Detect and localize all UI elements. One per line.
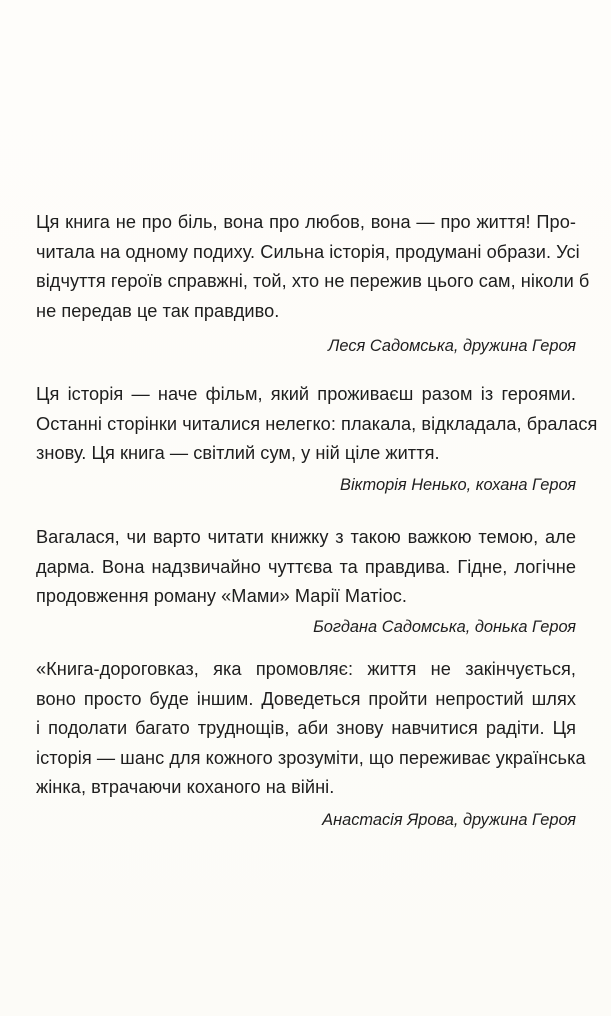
testimonial-line: не передав це так правдиво. bbox=[36, 300, 280, 321]
testimonial-2-text bbox=[36, 380, 598, 469]
testimonial-4 bbox=[36, 655, 586, 831]
testimonial-line: Ця історія — наче фільм, який проживаєш разом із героями. bbox=[36, 384, 576, 404]
testimonial-line: Останні сторінки читалися нелегко: плакала, відкладала, бралася bbox=[36, 413, 598, 434]
testimonial-line: і подолати багато труднощів, аби знову навчитися радіти. Ця bbox=[36, 718, 576, 738]
testimonial-line: відчуття героїв справжні, той, хто не пережив цього сам, ніколи б bbox=[36, 271, 590, 291]
testimonial-4-text bbox=[36, 655, 586, 803]
testimonial-line: Вагалася, чи варто читати книжку з такою важкою темою, але bbox=[36, 527, 576, 547]
testimonial-line: воно просто буде іншим. Доведеться пройти непростий шлях bbox=[36, 688, 576, 709]
testimonial-3-text bbox=[36, 523, 576, 612]
testimonial-1 bbox=[36, 208, 590, 357]
testimonial-line: жінка, втрачаючи коханого на війні. bbox=[36, 777, 335, 797]
testimonial-line: історія — шанс для кожного зрозуміти, що переживає українська bbox=[36, 747, 586, 768]
testimonial-3-attribution: Богдана Садомська, донька Героя bbox=[313, 617, 576, 636]
testimonial-line: «Книга-дороговказ, яка промовляє: життя не закінчується, bbox=[36, 659, 576, 679]
testimonial-line: знову. Ця книга — світлий сум, у ній ціле життя. bbox=[36, 443, 440, 463]
testimonial-1-text bbox=[36, 208, 590, 326]
testimonial-line: продовження роману «Мами» Марії Матіос. bbox=[36, 586, 407, 606]
testimonial-2 bbox=[36, 380, 598, 496]
testimonial-line: дарма. Вона надзвичайно чуттєва та правдива. Гідне, логічне bbox=[36, 556, 576, 577]
testimonial-4-attribution: Анастасія Ярова, дружина Героя bbox=[322, 810, 576, 829]
testimonial-line: Ця книга не про біль, вона про любов, вона — про життя! Про- bbox=[36, 212, 576, 232]
testimonial-2-attribution: Вікторія Ненько, кохана Героя bbox=[340, 475, 576, 494]
testimonial-1-attribution: Леся Садомська, дружина Героя bbox=[328, 337, 576, 355]
testimonial-line: читала на одному подиху. Сильна історія, продумані образи. Усі bbox=[36, 241, 580, 262]
testimonial-3 bbox=[36, 523, 576, 638]
